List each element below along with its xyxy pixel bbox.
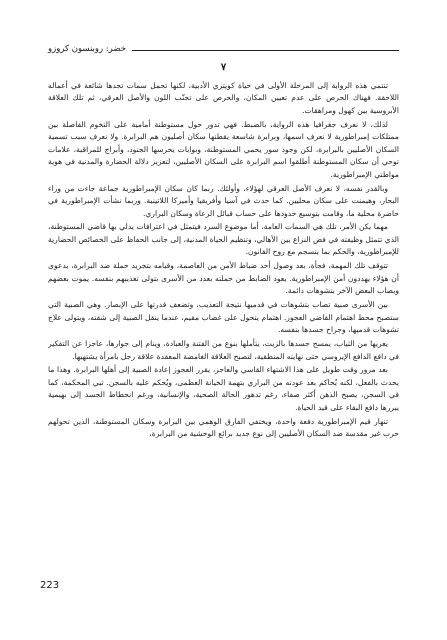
header-rule <box>132 50 399 51</box>
paragraph: بعد مرور وقت طويل على هذا الاشتهاء القاسي والعاجز، يقرر العجوز إعادة الصبية إلى أهلها البرابرة. وهذا ما يحدث بالفعل، لكنه يُحاكم بعد عودته من البراري بتهمة الخيانة العظمى، ويُحكم عليه بالسجن. تبي المحكمة، كما في السجن، يصبح الذهن أكثر صفاء، رغم تدهور الحالة الصحية، والإنسانية، ورغم انحطاط الجسد إلى بهيمية يبررها دافع البقاء على قيد الحياة. <box>48 365 399 412</box>
paragraph: تنهار قيم الإمبراطورية دفعة واحدة، ويختفي الفارق الوهمي بين البرابرة وسكان المستوطنة، الذين تحولهم حرب غير مقدسة ضد السكان الأصليين إلى نوع جديد برائع الوحشية من البرابرة، <box>48 416 399 439</box>
paragraph: تنتمي هذه الرواية إلى المرحلة الأولى في حياة كويتزي الأدبية، لكنها تحمل سمات تجدها شائعة في أعماله اللاحقة. فهناك الحرص على عدم تعيين المكان، والحرص على تجنّب اللون والأصل العرقي، ثم تلك العلاقة الأبروسية بين كهول ومراهقات. <box>48 81 399 115</box>
paragraph: مهما يكن الأمر، تلك هي السمات العامة، أما موضوع السرد فيتمثل في اعترافات يدلي بها قاضي المستوطنة، الذي تتمثل وظيفته في فض النزاع بين الأهالي، وتنظيم الحياة المدنية، إلى جانب الحفاظ على الخصائص الحضارية للإمبراطورية، والحكم بما ينسجم مع روح القانون. <box>48 222 399 257</box>
paragraph: يعريها من الثياب، يمسح جسدها بالزيت، يتأملها بنوع من الفتنة والعبادة، وينام إلى جوارها، عاجزا عن التفكير في دافع الدافع الإيروسي حتى نهايته المنطقية، لتصبح العلاقة الغامضة المعقدة علاقة رجل بامرأة يشتهيها. <box>48 339 399 361</box>
chapter-number: ٧ <box>220 62 227 73</box>
paragraph: لذلك، لا نعرف جغرافيا هذه الرواية، بالضبط. فهي تدور حول مستوطنة أمامية على التخوم الفاصلة بين ممتلكات إمبراطورية لا نعرف اسمها، وبرابرة شاسعة يقطنها سكان أصليون هم البرابرة. ولا نعرف سبب تسمية السكان الأصليين بالبرابرة، لكن وجود سور يحمي المستوطنة، وبوابات يحرسها الجنود، وأبراج للمراقبة، علامات توحي أن سكان المستوطنة أطلقوا اسم البرابرة على السكان الأصليين، لتعزيز دلالة الحضارة والمدنية في هوية مواطني الإمبراطورية. <box>48 119 399 179</box>
running-header <box>48 42 399 56</box>
body-text <box>48 80 399 535</box>
running-header-title: خضر: روبنسون كروزو <box>48 44 126 54</box>
paragraph: تتوقف تلك المهمة، فجأة، بعد وصول أحد ضباط الأمن من العاصمة، وقيامه بتجريد حملة ضد البرابرة، بدعوى أن هؤلاء يهددون أمن الإمبراطورية. يعود الضابط من حملته بعدد من الأسرى بتولى تعذيبهم بنفسه. يموت بعضهم ويصاب البعض الآخر بتشوهات دائمة. <box>48 261 399 296</box>
page-number: 223 <box>40 580 60 591</box>
paragraph: وبالقدر نفسه، لا نعرف الأصل العرقي لهؤلاء، وأولئك. ربما كان سكان الإمبراطورية جماعة جاءت من وراء البحار، وهيمنت على سكان محليين. كما حدث في آسيا وأفريقيا وأميركا اللاتينية. وربما نشأت الإمبراطورية في حاضرة محلية ما، وقامت بتوسيع حدودها على حساب قبائل الرعاة وسكان البراري. <box>48 183 399 218</box>
paragraph: بين الأسرى صبية تصاب بتشوهات في قدميها نتيجة التعذيب، وتضعف قدرتها على الإبصار. وهي الصبية التي ستصبح محط اهتمام القاضي العجوز. اهتمام يتحول على غصاب مقيم، عندما ينقل الصبية إلى شقته، ويتولى علاج تشوهات قدميها، وجراح جسدها بنفسه. <box>48 300 399 335</box>
